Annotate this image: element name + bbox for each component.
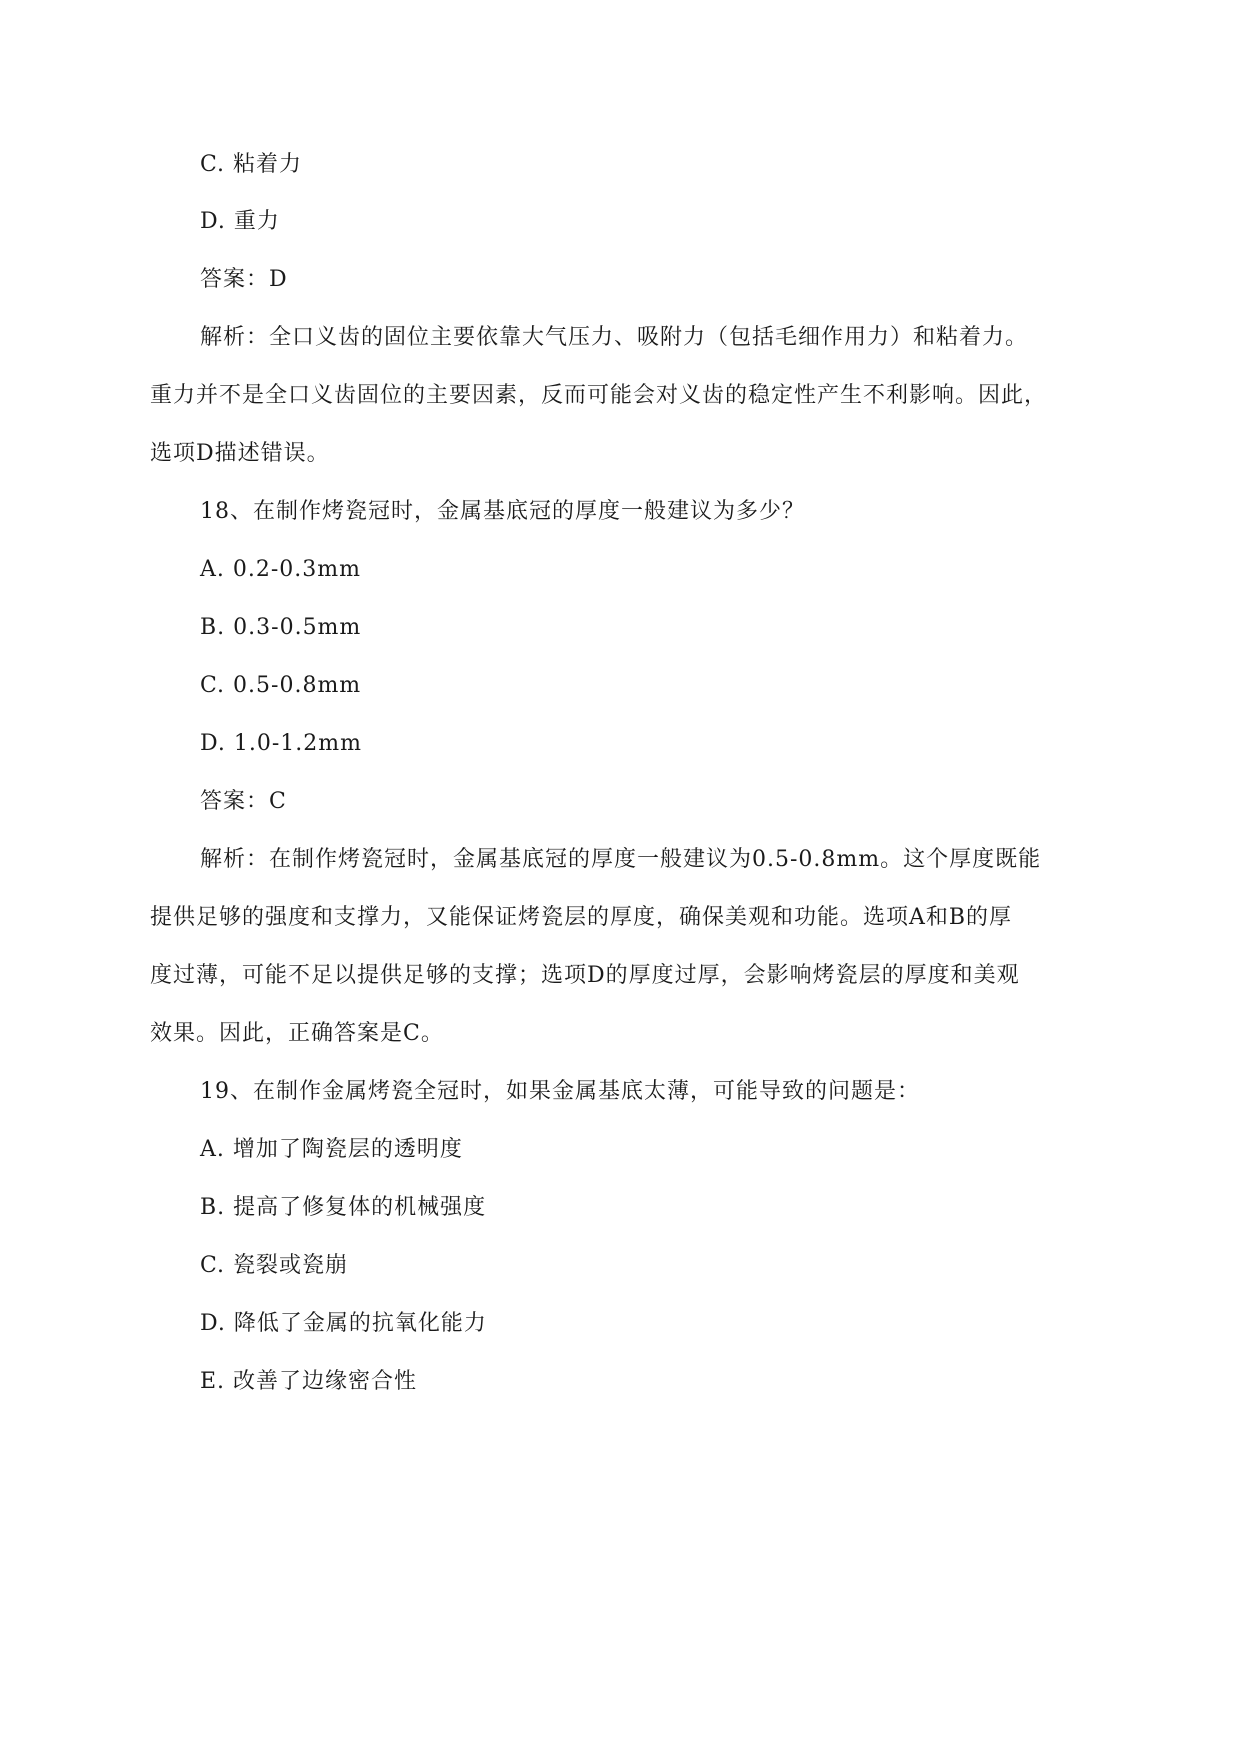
q19-option-d: D. 降低了金属的抗氧化能力: [200, 1311, 487, 1336]
q18-option-b: B. 0.3-0.5mm: [200, 615, 362, 640]
q19-option-e: E. 改善了边缘密合性: [200, 1369, 418, 1394]
q17-option-d: D. 重力: [200, 209, 280, 234]
q19-question: 19、在制作金属烤瓷全冠时，如果金属基底太薄，可能导致的问题是：: [200, 1079, 920, 1104]
q18-answer: 答案：C: [200, 789, 287, 814]
q17-option-c: C. 粘着力: [200, 152, 303, 177]
q18-question: 18、在制作烤瓷冠时，金属基底冠的厚度一般建议为多少？: [200, 499, 805, 524]
q18-option-c: C. 0.5-0.8mm: [200, 673, 362, 698]
q18-analysis-line-1: 解析：在制作烤瓷冠时，金属基底冠的厚度一般建议为0.5-0.8mm。这个厚度既能: [200, 847, 1042, 872]
q19-option-c: C. 瓷裂或瓷崩: [200, 1253, 349, 1278]
q17-answer: 答案：D: [200, 267, 288, 292]
q17-analysis-line-3: 选项D描述错误。: [150, 441, 330, 466]
q18-analysis-line-2: 提供足够的强度和支撑力，又能保证烤瓷层的厚度，确保美观和功能。选项A和B的厚: [150, 905, 1013, 930]
q18-option-d: D. 1.0-1.2mm: [200, 731, 362, 756]
q18-option-a: A. 0.2-0.3mm: [200, 557, 362, 582]
q18-analysis-line-4: 效果。因此，正确答案是C。: [150, 1021, 444, 1046]
q18-analysis-line-3: 度过薄，可能不足以提供足够的支撑；选项D的厚度过厚，会影响烤瓷层的厚度和美观: [150, 963, 1020, 988]
q17-analysis-line-2: 重力并不是全口义齿固位的主要因素，反而可能会对义齿的稳定性产生不利影响。因此，: [150, 383, 1048, 408]
q17-analysis-line-1: 解析：全口义齿的固位主要依靠大气压力、吸附力（包括毛细作用力）和粘着力。: [200, 325, 1029, 350]
q19-option-a: A. 增加了陶瓷层的透明度: [200, 1137, 463, 1162]
q19-option-b: B. 提高了修复体的机械强度: [200, 1195, 487, 1220]
